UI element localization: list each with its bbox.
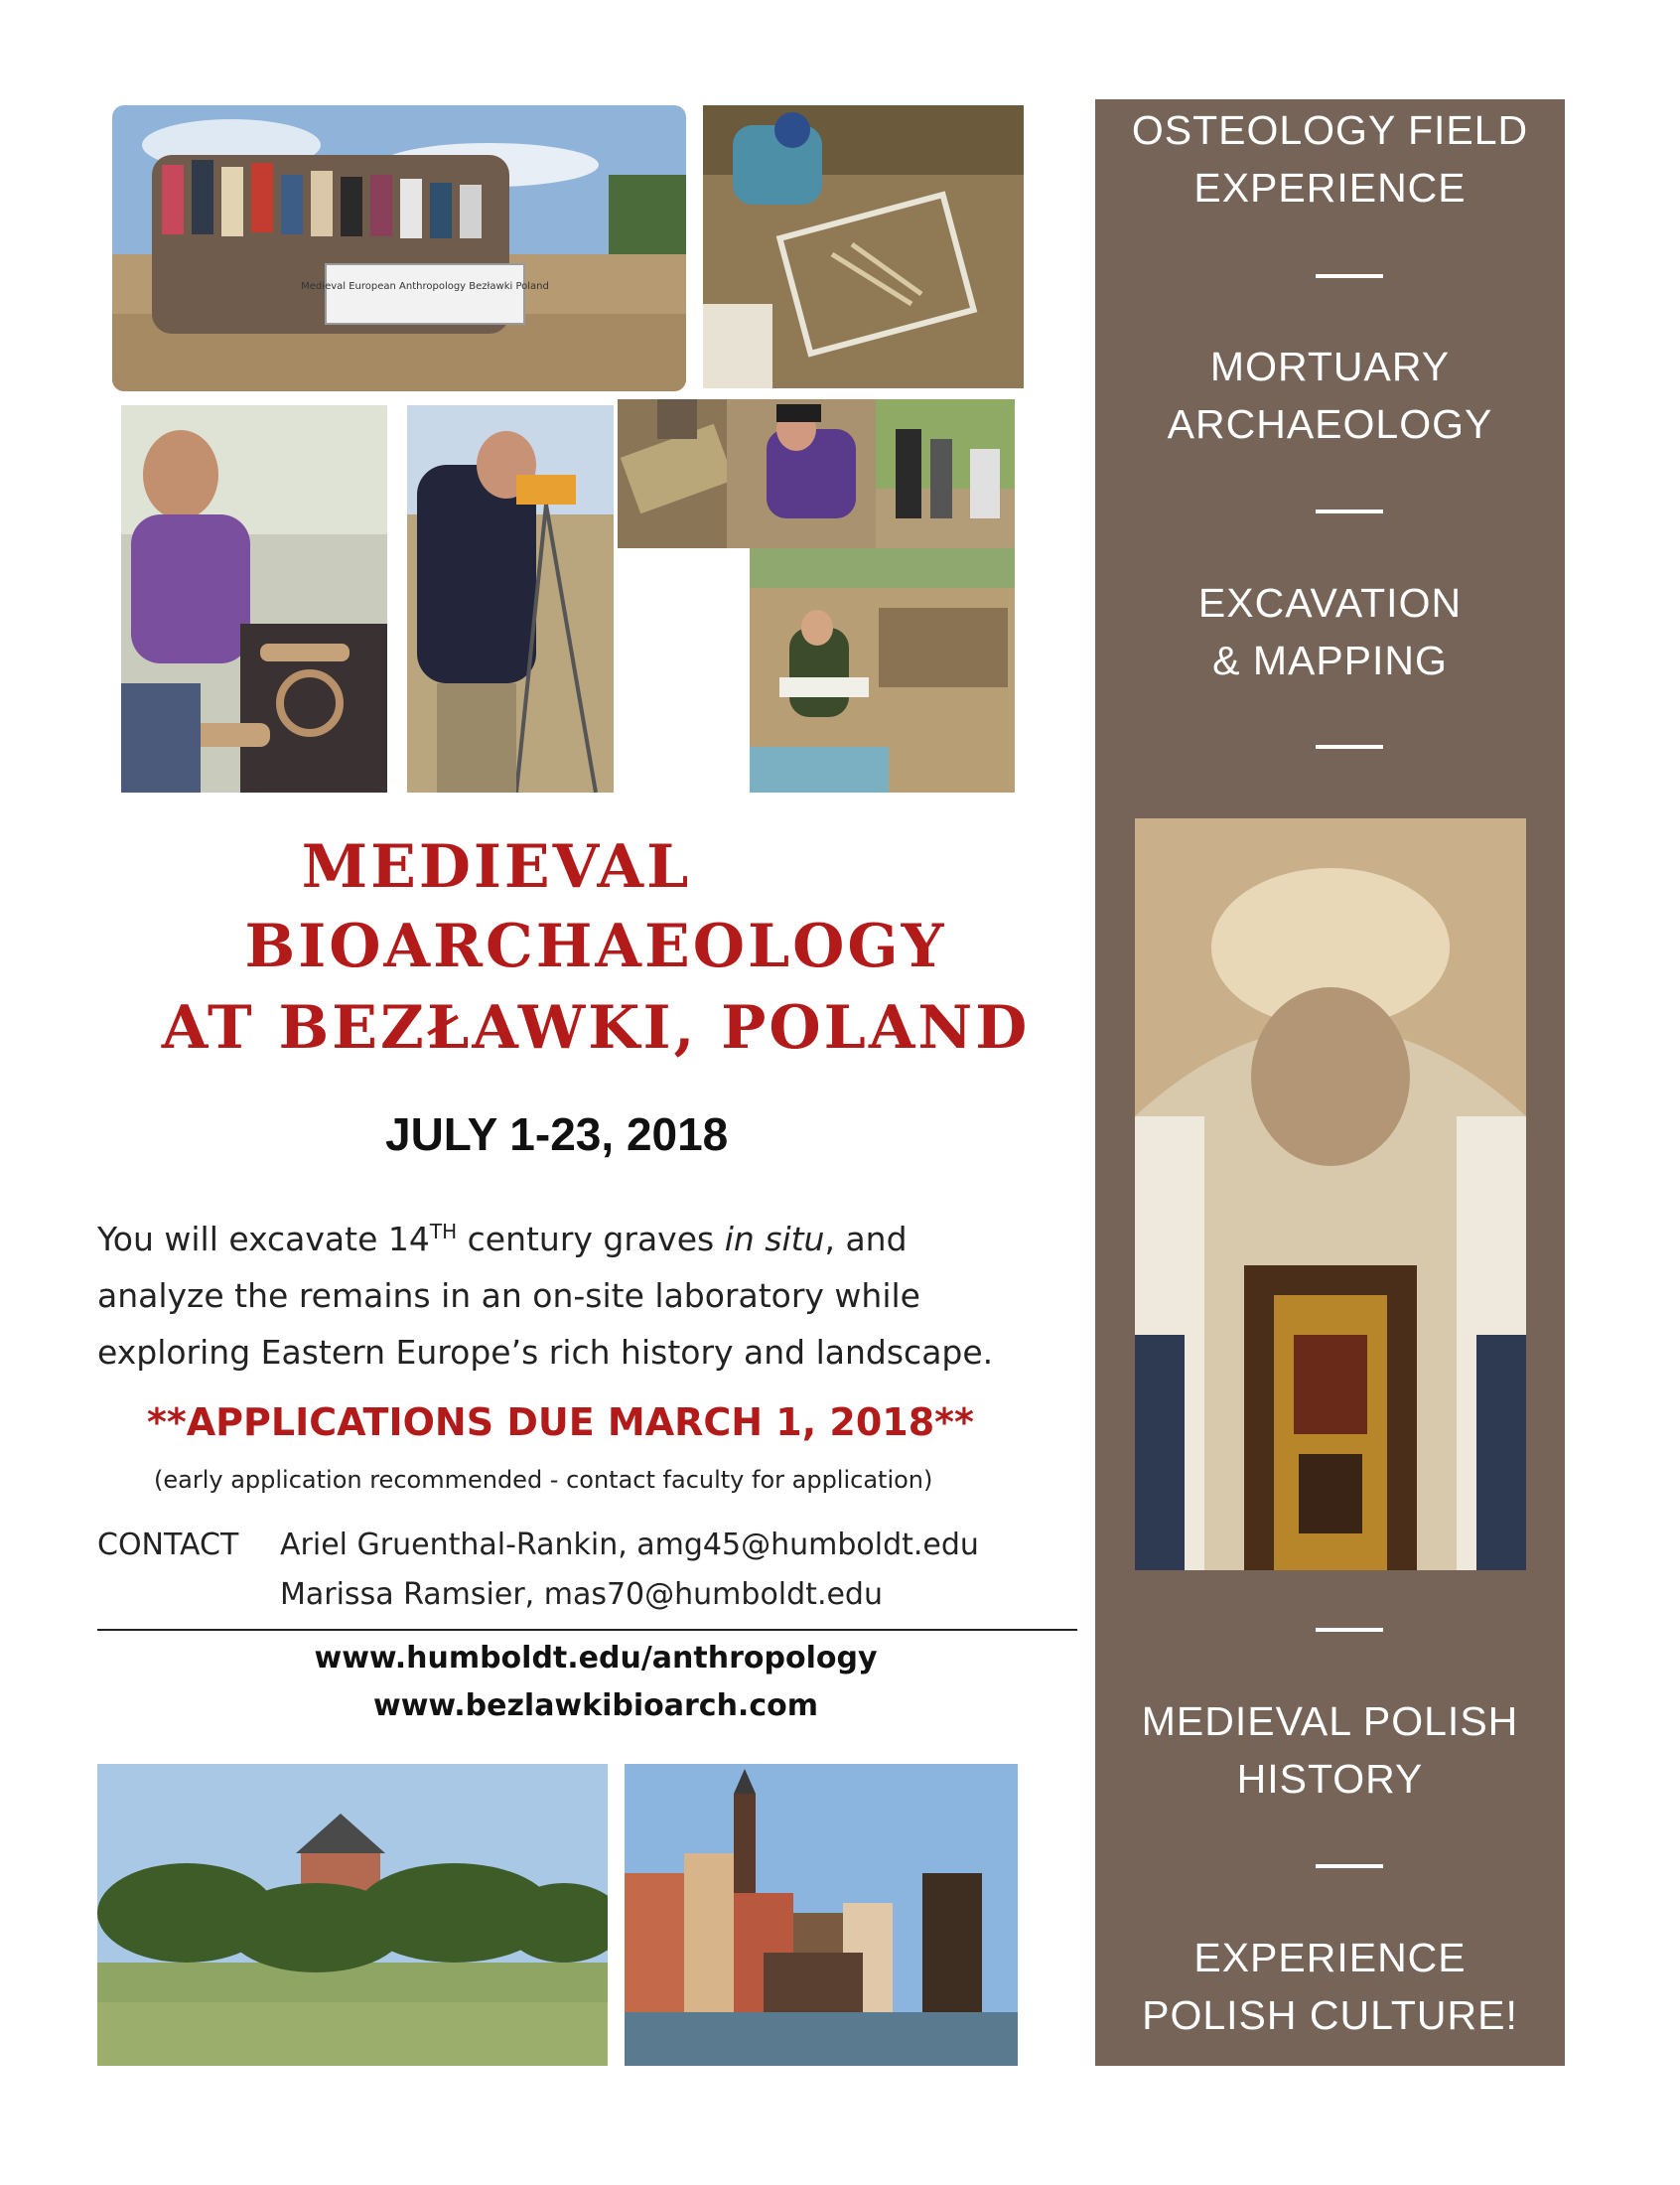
title-line-1: MEDIEVAL: [301, 832, 692, 902]
sidebar-rule: [1316, 745, 1383, 749]
surveyor-photo: [407, 405, 614, 793]
excavation-photo: [703, 105, 1024, 388]
castle-photo: [97, 1764, 608, 2066]
applications-deadline: **APPLICATIONS DUE MARCH 1, 2018**: [147, 1400, 974, 1444]
applications-note: (early application recommended - contact faculty for application): [154, 1466, 933, 1494]
trench-photo: [750, 548, 1015, 793]
contact-person-2[interactable]: Marissa Ramsier, mas70@humboldt.edu: [280, 1577, 883, 1612]
feature-mortuary: MORTUARY ARCHAEOLOGY: [1167, 344, 1493, 447]
feature-sidebar: [1095, 99, 1565, 2066]
sidebar-rule: [1316, 1628, 1383, 1632]
group-photo: [112, 105, 686, 391]
site-photo: [876, 399, 1015, 548]
description: [97, 1204, 1090, 1381]
feature-history: MEDIEVAL POLISH HISTORY: [1141, 1698, 1519, 1802]
title-line-2: BIOARCHAEOLOGY: [244, 912, 947, 981]
title-line-3: AT BEZŁAWKI, POLAND: [161, 993, 1031, 1063]
contact-label: CONTACT: [97, 1528, 239, 1562]
gdansk-photo: [625, 1764, 1018, 2066]
banner-text: Medieval European Anthropology Bezławki Poland: [301, 281, 549, 292]
worker-photo: [727, 399, 876, 548]
sidebar-rule: [1316, 510, 1383, 513]
sidebar-rule: [1316, 1864, 1383, 1868]
sidebar-rule: [1316, 274, 1383, 278]
contact-person-1[interactable]: Ariel Gruenthal-Rankin, amg45@humboldt.edu: [280, 1528, 979, 1562]
church-photo: [1135, 818, 1526, 1570]
sieve-photo: [618, 399, 727, 548]
description-line-2: analyze the remains in an on-site laboratory while: [97, 1276, 920, 1315]
feature-excavation: EXCAVATION & MAPPING: [1197, 580, 1463, 683]
description-line-3: exploring Eastern Europe’s rich history and landscape.: [97, 1333, 994, 1372]
program-dates: JULY 1-23, 2018: [385, 1108, 729, 1160]
lab-photo: [121, 405, 387, 793]
feature-osteology: OSTEOLOGY FIELD EXPERIENCE: [1131, 107, 1529, 211]
description-line-1: You will excavate 14TH century graves in situ, and: [97, 1220, 908, 1258]
link-bezlawki[interactable]: www.bezlawkibioarch.com: [373, 1688, 818, 1723]
link-anthropology[interactable]: www.humboldt.edu/anthropology: [314, 1641, 878, 1675]
feature-culture: EXPERIENCE POLISH CULTURE!: [1142, 1935, 1518, 2038]
divider: [97, 1629, 1077, 1631]
